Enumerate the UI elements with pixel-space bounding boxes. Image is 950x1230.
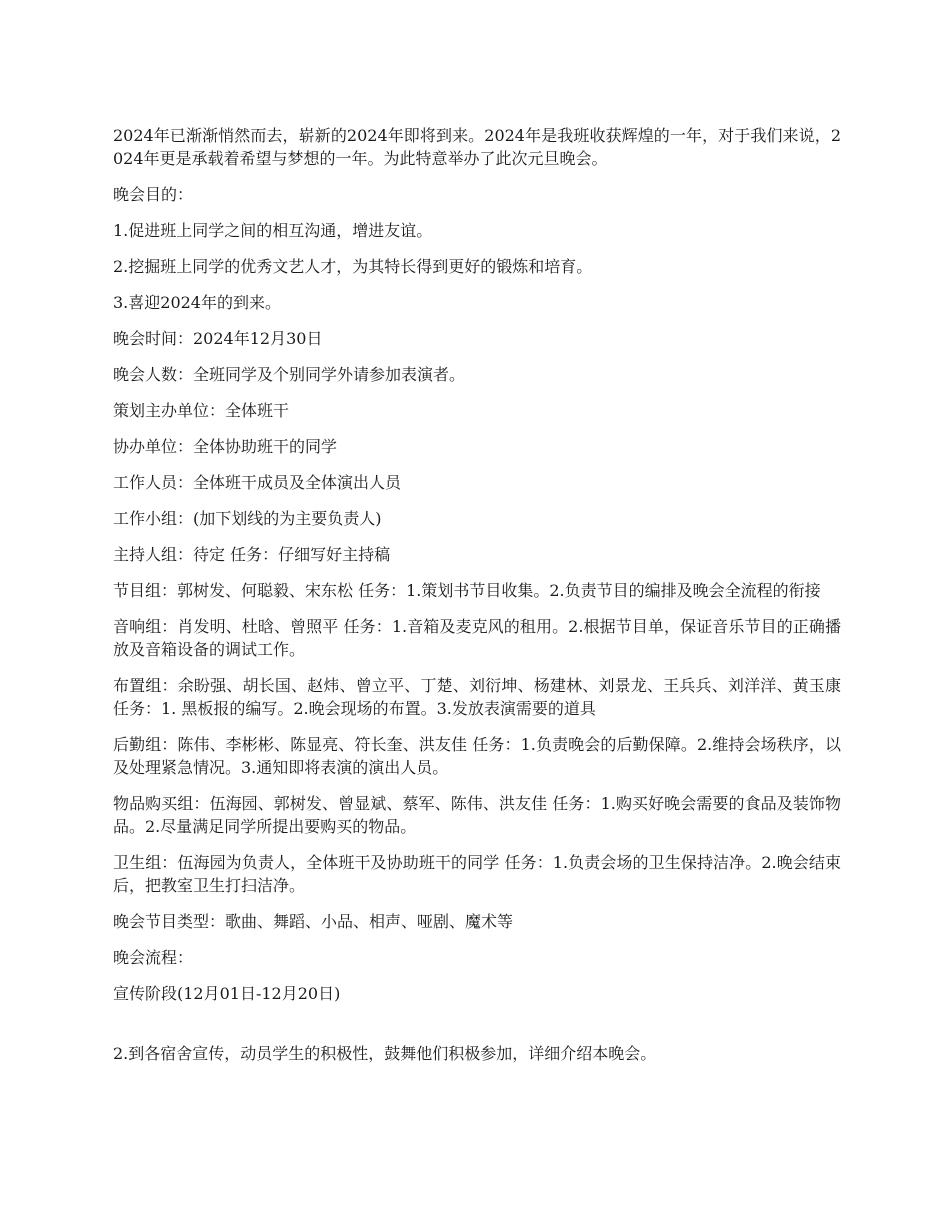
group-audio: 音响组：肖发明、杜晗、曾照平 任务：1.音箱及麦克风的租用。2.根据节目单，保证音乐节目的正确播放及音箱设备的调试工作。 <box>113 617 841 659</box>
document-body <box>113 124 841 1078</box>
group-host: 主持人组：待定 任务：仔细写好主持稿 <box>113 545 391 564</box>
intro-paragraph: 2024年已渐渐悄然而去，崭新的2024年即将到来。2024年是我班收获辉煌的一年，对于我们来说，2024年更是承载着希望与梦想的一年。为此特意举办了此次元旦晚会。 <box>113 126 841 168</box>
purpose-item-1: 1.促进班上同学之间的相互沟通，增进友谊。 <box>113 221 433 240</box>
group-sanitation: 卫生组：伍海园为负责人，全体班干及协助班干的同学 任务：1.负责会场的卫生保持洁净。2.晚会结束后，把教室卫生打扫洁净。 <box>113 853 841 895</box>
promotion-phase: 宣传阶段(12月01日-12月20日) <box>113 984 341 1003</box>
purpose-item-3: 3.喜迎2024年的到来。 <box>113 293 281 312</box>
event-attendance: 晚会人数：全班同学及个别同学外请参加表演者。 <box>113 365 466 384</box>
blank-gap <box>113 1018 841 1042</box>
organizer: 策划主办单位：全体班干 <box>113 401 290 420</box>
program-types: 晚会节目类型：歌曲、舞蹈、小品、相声、哑剧、魔术等 <box>113 912 514 931</box>
promotion-step-2: 2.到各宿舍宣传，动员学生的积极性，鼓舞他们积极参加，详细介绍本晚会。 <box>113 1044 657 1063</box>
group-purchasing: 物品购买组：伍海园、郭树发、曾显斌、蔡军、陈伟、洪友佳 任务：1.购买好晚会需要的食品及装饰物品。2.尽量满足同学所提出要购买的物品。 <box>113 794 841 836</box>
purpose-item-2: 2.挖掘班上同学的优秀文艺人才，为其特长得到更好的锻炼和培育。 <box>113 257 593 276</box>
event-time: 晚会时间：2024年12月30日 <box>113 329 323 348</box>
work-groups-heading: 工作小组：(加下划线的为主要负责人) <box>113 509 382 528</box>
group-decoration: 布置组：余盼强、胡长国、赵炜、曾立平、丁楚、刘衍坤、杨建林、刘景龙、王兵兵、刘洋洋、黄玉康 任务：1. 黑板报的编写。2.晚会现场的布置。3.发放表演需要的道具 <box>113 676 841 718</box>
group-program: 节目组：郭树发、何聪毅、宋东松 任务：1.策划书节目收集。2.负责节目的编排及晚会全流程的衔接 <box>113 581 821 600</box>
section-heading-purpose: 晚会目的： <box>113 185 194 204</box>
group-logistics: 后勤组：陈伟、李彬彬、陈显亮、符长奎、洪友佳 任务：1.负责晚会的后勤保障。2.维持会场秩序，以及处理紧急情况。3.通知即将表演的演出人员。 <box>113 735 841 777</box>
staff: 工作人员：全体班干成员及全体演出人员 <box>113 473 402 492</box>
event-flow-heading: 晚会流程： <box>113 948 194 967</box>
co-organizer: 协办单位：全体协助班干的同学 <box>113 437 338 456</box>
